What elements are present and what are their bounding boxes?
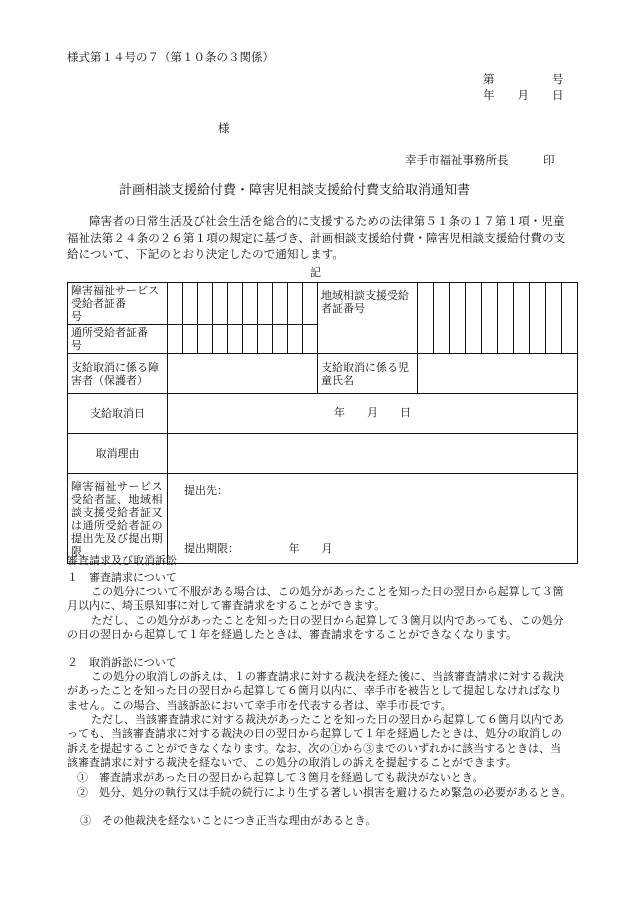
appeal-section-1-title: １ 審査請求について: [67, 571, 177, 584]
table-row: [68, 434, 578, 474]
digit-cell: [228, 283, 243, 325]
digit-cell: [530, 283, 546, 354]
table-row: [68, 394, 578, 434]
table-row: [68, 283, 578, 325]
digit-cell: [198, 283, 213, 325]
digit-cell: [243, 283, 258, 325]
digit-cell: [288, 325, 303, 354]
digit-cell: [450, 283, 466, 354]
digit-cell: [273, 325, 288, 354]
regional-cert-label: 地域相談支援受給者証番号: [318, 283, 418, 354]
digit-cell: [434, 283, 450, 354]
reason-label: 取消理由: [68, 434, 168, 474]
person-value: [168, 354, 318, 394]
cancel-date-value: 年 月 日: [168, 394, 578, 434]
digit-cell: [168, 283, 183, 325]
digit-cell: [546, 283, 562, 354]
digit-cell: [482, 283, 498, 354]
service-cert-label: 障害福祉サービス受給者証番 号: [68, 283, 168, 325]
digit-cell: [213, 325, 228, 354]
appeal-section-1-paragraph-1: この処分について不服がある場合は、この処分があったことを知った日の翌日から起算して３箇月以内に、埼玉県知事に対して審査請求をすることができます。: [67, 585, 564, 613]
form-table: [67, 282, 578, 564]
sender: 幸手市福祉事務所長 印: [405, 153, 555, 167]
table-row: [68, 474, 578, 564]
document-title: 計画相談支援給付費・障害児相談支援給付費支給取消通知書: [119, 183, 471, 198]
appeal-item-1: ① 審査請求があった日の翌日から起算して３箇月を経過しても裁決がないとき。: [77, 771, 484, 784]
appeal-section-2-paragraph-2: ただし、当該審査請求に対する裁決があったことを知った日の翌日から起算して６箇月以内であっても、当該審査請求に対する裁決の日の翌日から起算して１年を経過したときは、処分の取消しの訴えを提起することができなくなります。なお、次の①から③までのいずれかに該当するときは、当該審査請求に対する裁決を経ないで、この処分の取消しの訴えを提起することができます。: [67, 713, 564, 769]
submission-value: [168, 474, 578, 564]
appeal-section-2-title: ２ 取消訴訟について: [67, 656, 177, 669]
day-cert-label: 通所受給者証番 号: [68, 325, 168, 354]
digit-cell: [198, 325, 213, 354]
digit-cell: [213, 283, 228, 325]
digit-cell: [303, 283, 318, 325]
cancel-date-label: 支給取消日: [68, 394, 168, 434]
appeal-section-2-paragraph-1: この処分の取消しの訴えは、１の審査請求に対する裁決を経た後に、当該審査請求に対する裁決があったことを知った日の翌日から起算して６箇月以内に、幸手市を被告として提起しなければなりません。この場合、当該訴訟において幸手市を代表する者は、幸手市長です。: [67, 670, 564, 712]
submission-label: 障害福祉サービス受給者証、地域相談支援受給者証又は通所受給者証の提出先及び提出期限: [68, 474, 168, 564]
submission-deadline: 提出期限： 年 月: [184, 542, 333, 555]
table-row: [68, 354, 578, 394]
digit-cell: [288, 283, 303, 325]
digit-cell: [228, 325, 243, 354]
child-name-label: 支給取消に係る児童氏名: [318, 354, 418, 394]
digit-cell: [466, 283, 482, 354]
submission-destination: 提出先：: [184, 484, 228, 497]
addressee: 様: [218, 121, 230, 135]
form-id: 様式第１４号の７（第１０条の３関係）: [67, 50, 274, 64]
intro-paragraph: 障害者の日常生活及び社会生活を総合的に支援するための法律第５１条の１７第１項・児童福祉法第２４条の２６第１項の規定に基づき、計画相談支援給付費・障害児相談支援給付費の支給について、下記のとおり決定したので通知します。: [67, 214, 566, 261]
appeal-heading: 審査請求及び取消訴訟: [67, 554, 177, 567]
digit-cell: [418, 283, 434, 354]
person-label: 支給取消に係る障害者（保護者）: [68, 354, 168, 394]
digit-cell: [514, 283, 530, 354]
document-number: 第 号: [483, 72, 564, 86]
reason-value: [168, 434, 578, 474]
appeal-item-2: ② 処分、処分の執行又は手続の続行により生ずる著しい損害を避けるため緊急の必要があるとき。: [77, 786, 572, 799]
digit-cell: [498, 283, 514, 354]
document-date: 年 月 日: [483, 88, 564, 102]
digit-cell: [243, 325, 258, 354]
digit-cell: [562, 283, 578, 354]
appeal-section-1-paragraph-2: ただし、この処分があったことを知った日の翌日から起算して３箇月以内であっても、この処分の日の翌日から起算して１年を経過したときは、審査請求をすることができなくなります。: [67, 614, 564, 642]
digit-cell: [303, 325, 318, 354]
digit-cell: [258, 325, 273, 354]
ki-heading: 記: [310, 266, 321, 279]
digit-cell: [273, 283, 288, 325]
appeal-item-3: ③ その他裁決を経ないことにつき正当な理由があるとき。: [80, 814, 377, 827]
digit-cell: [183, 283, 198, 325]
digit-cell: [258, 283, 273, 325]
child-name-value: [418, 354, 578, 394]
digit-cell: [183, 325, 198, 354]
